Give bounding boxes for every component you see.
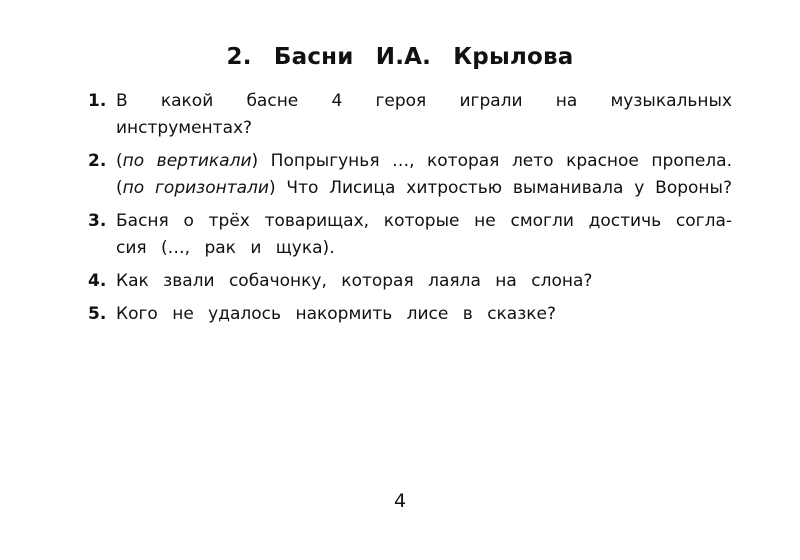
question-text-segment: сия (…, рак и щука). (116, 238, 335, 258)
question-text-segment: ( (116, 151, 123, 171)
question-text-segment: В какой басне 4 героя играли на музыкальных инструментах? (116, 91, 732, 138)
question-item (88, 301, 732, 328)
question-number: 1. (88, 91, 107, 111)
question-number: 2. (88, 151, 107, 171)
question-item (88, 88, 732, 142)
question-line (116, 268, 732, 295)
question-text-segment: ) Что Лисица хитростью выманивала у Вороны? (268, 178, 732, 198)
question-line (116, 208, 732, 235)
question-list (88, 88, 732, 334)
question-text (116, 148, 732, 202)
question-item (88, 148, 732, 202)
question-text (116, 208, 732, 262)
question-text (116, 268, 732, 295)
question-line (116, 175, 732, 202)
direction-hint: по вертикали (122, 151, 252, 171)
page-number: 4 (393, 490, 407, 512)
question-item (88, 208, 732, 262)
question-text-segment: Кого не удалось накормить лисе в сказке? (116, 304, 557, 324)
question-line (116, 88, 732, 142)
question-text-segment: Как звали собачонку, которая лаяла на слона? (116, 271, 593, 291)
page-title: 2. Басни И.А. Крылова (226, 44, 574, 70)
question-number: 3. (88, 211, 107, 231)
question-line (116, 235, 732, 262)
question-number: 4. (88, 271, 107, 291)
question-line (116, 301, 732, 328)
question-text-segment: ( (116, 178, 123, 198)
question-text (116, 88, 732, 142)
question-item (88, 268, 732, 295)
direction-hint: по горизонтали (122, 178, 269, 198)
question-number: 5. (88, 304, 107, 324)
question-line (116, 148, 732, 175)
question-text-segment: Басня о трёх товарищах, которые не смогли достичь согла- (116, 211, 732, 231)
question-text (116, 301, 732, 328)
question-text-segment: ) Попрыгунья …, которая лето красное пропела. (251, 151, 732, 171)
